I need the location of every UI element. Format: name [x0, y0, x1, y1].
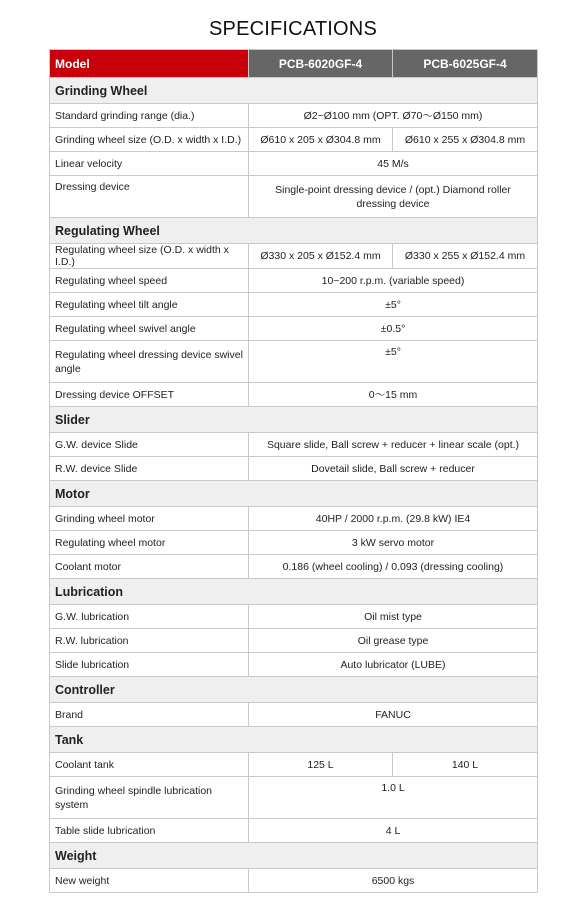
- table-row: [50, 555, 538, 579]
- spec-label: Regulating wheel speed: [50, 269, 249, 293]
- spec-value: FANUC: [249, 703, 538, 727]
- spec-label: Slide lubrication: [50, 653, 249, 677]
- section-motor: [50, 481, 538, 507]
- spec-label: Regulating wheel swivel angle: [50, 317, 249, 341]
- spec-label: R.W. device Slide: [50, 457, 249, 481]
- spec-value: 40HP / 2000 r.p.m. (29.8 kW) IE4: [249, 507, 538, 531]
- spec-label: Coolant motor: [50, 555, 249, 579]
- section-regulating-wheel: [50, 218, 538, 244]
- table-row: [50, 869, 538, 893]
- header-product-b: PCB-6025GF-4: [393, 50, 538, 78]
- table-row: [50, 433, 538, 457]
- table-header-row: [50, 50, 538, 78]
- table-row: [50, 531, 538, 555]
- spec-value: ±5°: [249, 293, 538, 317]
- section-title: Controller: [50, 677, 538, 703]
- spec-value: Auto lubricator (LUBE): [249, 653, 538, 677]
- spec-value: 0～15 mm: [249, 383, 538, 407]
- spec-label: New weight: [50, 869, 249, 893]
- spec-value: 4 L: [249, 819, 538, 843]
- spec-label: Grinding wheel motor: [50, 507, 249, 531]
- spec-label: Regulating wheel motor: [50, 531, 249, 555]
- spec-value: Ø2~Ø100 mm (OPT. Ø70～Ø150 mm): [249, 104, 538, 128]
- spec-label: Regulating wheel tilt angle: [50, 293, 249, 317]
- spec-value: 0.186 (wheel cooling) / 0.093 (dressing cooling): [249, 555, 538, 579]
- spec-value: Oil grease type: [249, 629, 538, 653]
- table-row: [50, 244, 538, 269]
- spec-label: R.W. lubrication: [50, 629, 249, 653]
- section-tank: [50, 727, 538, 753]
- table-row: [50, 753, 538, 777]
- section-grinding-wheel: [50, 78, 538, 104]
- table-row: [50, 605, 538, 629]
- spec-value: 3 kW servo motor: [249, 531, 538, 555]
- header-model: Model: [50, 50, 249, 78]
- table-row: [50, 703, 538, 727]
- section-title: Tank: [50, 727, 538, 753]
- spec-value-b: 140 L: [393, 753, 538, 777]
- spec-value: ±5°: [249, 341, 538, 383]
- spec-value-a: Ø610 x 205 x Ø304.8 mm: [249, 128, 393, 152]
- spec-value-a: Ø330 x 205 x Ø152.4 mm: [249, 244, 393, 269]
- spec-value: Dovetail slide, Ball screw + reducer: [249, 457, 538, 481]
- spec-label: Regulating wheel size (O.D. x width x I.D.): [50, 244, 249, 269]
- table-row: [50, 457, 538, 481]
- table-row: [50, 629, 538, 653]
- specifications-table: [49, 49, 538, 893]
- spec-value-b: Ø610 x 255 x Ø304.8 mm: [393, 128, 538, 152]
- section-lubrication: [50, 579, 538, 605]
- spec-value: Single-point dressing device / (opt.) Diamond roller dressing device: [249, 176, 538, 218]
- section-title: Regulating Wheel: [50, 218, 538, 244]
- section-title: Grinding Wheel: [50, 78, 538, 104]
- spec-label: Grinding wheel size (O.D. x width x I.D.): [50, 128, 249, 152]
- spec-value-b: Ø330 x 255 x Ø152.4 mm: [393, 244, 538, 269]
- spec-value: Square slide, Ball screw + reducer + linear scale (opt.): [249, 433, 538, 457]
- section-weight: [50, 843, 538, 869]
- section-slider: [50, 407, 538, 433]
- spec-label: Brand: [50, 703, 249, 727]
- spec-label: Dressing device: [50, 176, 249, 218]
- page-title: SPECIFICATIONS: [208, 18, 377, 40]
- section-controller: [50, 677, 538, 703]
- spec-label: Linear velocity: [50, 152, 249, 176]
- spec-value: ±0.5°: [249, 317, 538, 341]
- spec-value-a: 125 L: [249, 753, 393, 777]
- table-row: [50, 819, 538, 843]
- section-title: Weight: [50, 843, 538, 869]
- table-row: [50, 128, 538, 152]
- spec-value: 45 M/s: [249, 152, 538, 176]
- spec-label: G.W. device Slide: [50, 433, 249, 457]
- table-row: [50, 383, 538, 407]
- spec-value: 6500 kgs: [249, 869, 538, 893]
- table-row: [50, 104, 538, 128]
- spec-label: Coolant tank: [50, 753, 249, 777]
- table-row: [50, 152, 538, 176]
- spec-label: Dressing device OFFSET: [50, 383, 249, 407]
- spec-label: Table slide lubrication: [50, 819, 249, 843]
- table-row: [50, 317, 538, 341]
- table-row: [50, 653, 538, 677]
- spec-label: Standard grinding range (dia.): [50, 104, 249, 128]
- spec-label: G.W. lubrication: [50, 605, 249, 629]
- spec-label: Grinding wheel spindle lubrication system: [50, 777, 249, 819]
- spec-value: 10~200 r.p.m. (variable speed): [249, 269, 538, 293]
- section-title: Slider: [50, 407, 538, 433]
- table-row: [50, 293, 538, 317]
- spec-label: Regulating wheel dressing device swivel angle: [50, 341, 249, 383]
- header-product-a: PCB-6020GF-4: [249, 50, 393, 78]
- table-row: [50, 341, 538, 383]
- spec-value: 1.0 L: [249, 777, 538, 819]
- table-row: [50, 507, 538, 531]
- table-row: [50, 269, 538, 293]
- section-title: Lubrication: [50, 579, 538, 605]
- section-title: Motor: [50, 481, 538, 507]
- table-row: [50, 777, 538, 819]
- table-row: [50, 176, 538, 218]
- spec-value: Oil mist type: [249, 605, 538, 629]
